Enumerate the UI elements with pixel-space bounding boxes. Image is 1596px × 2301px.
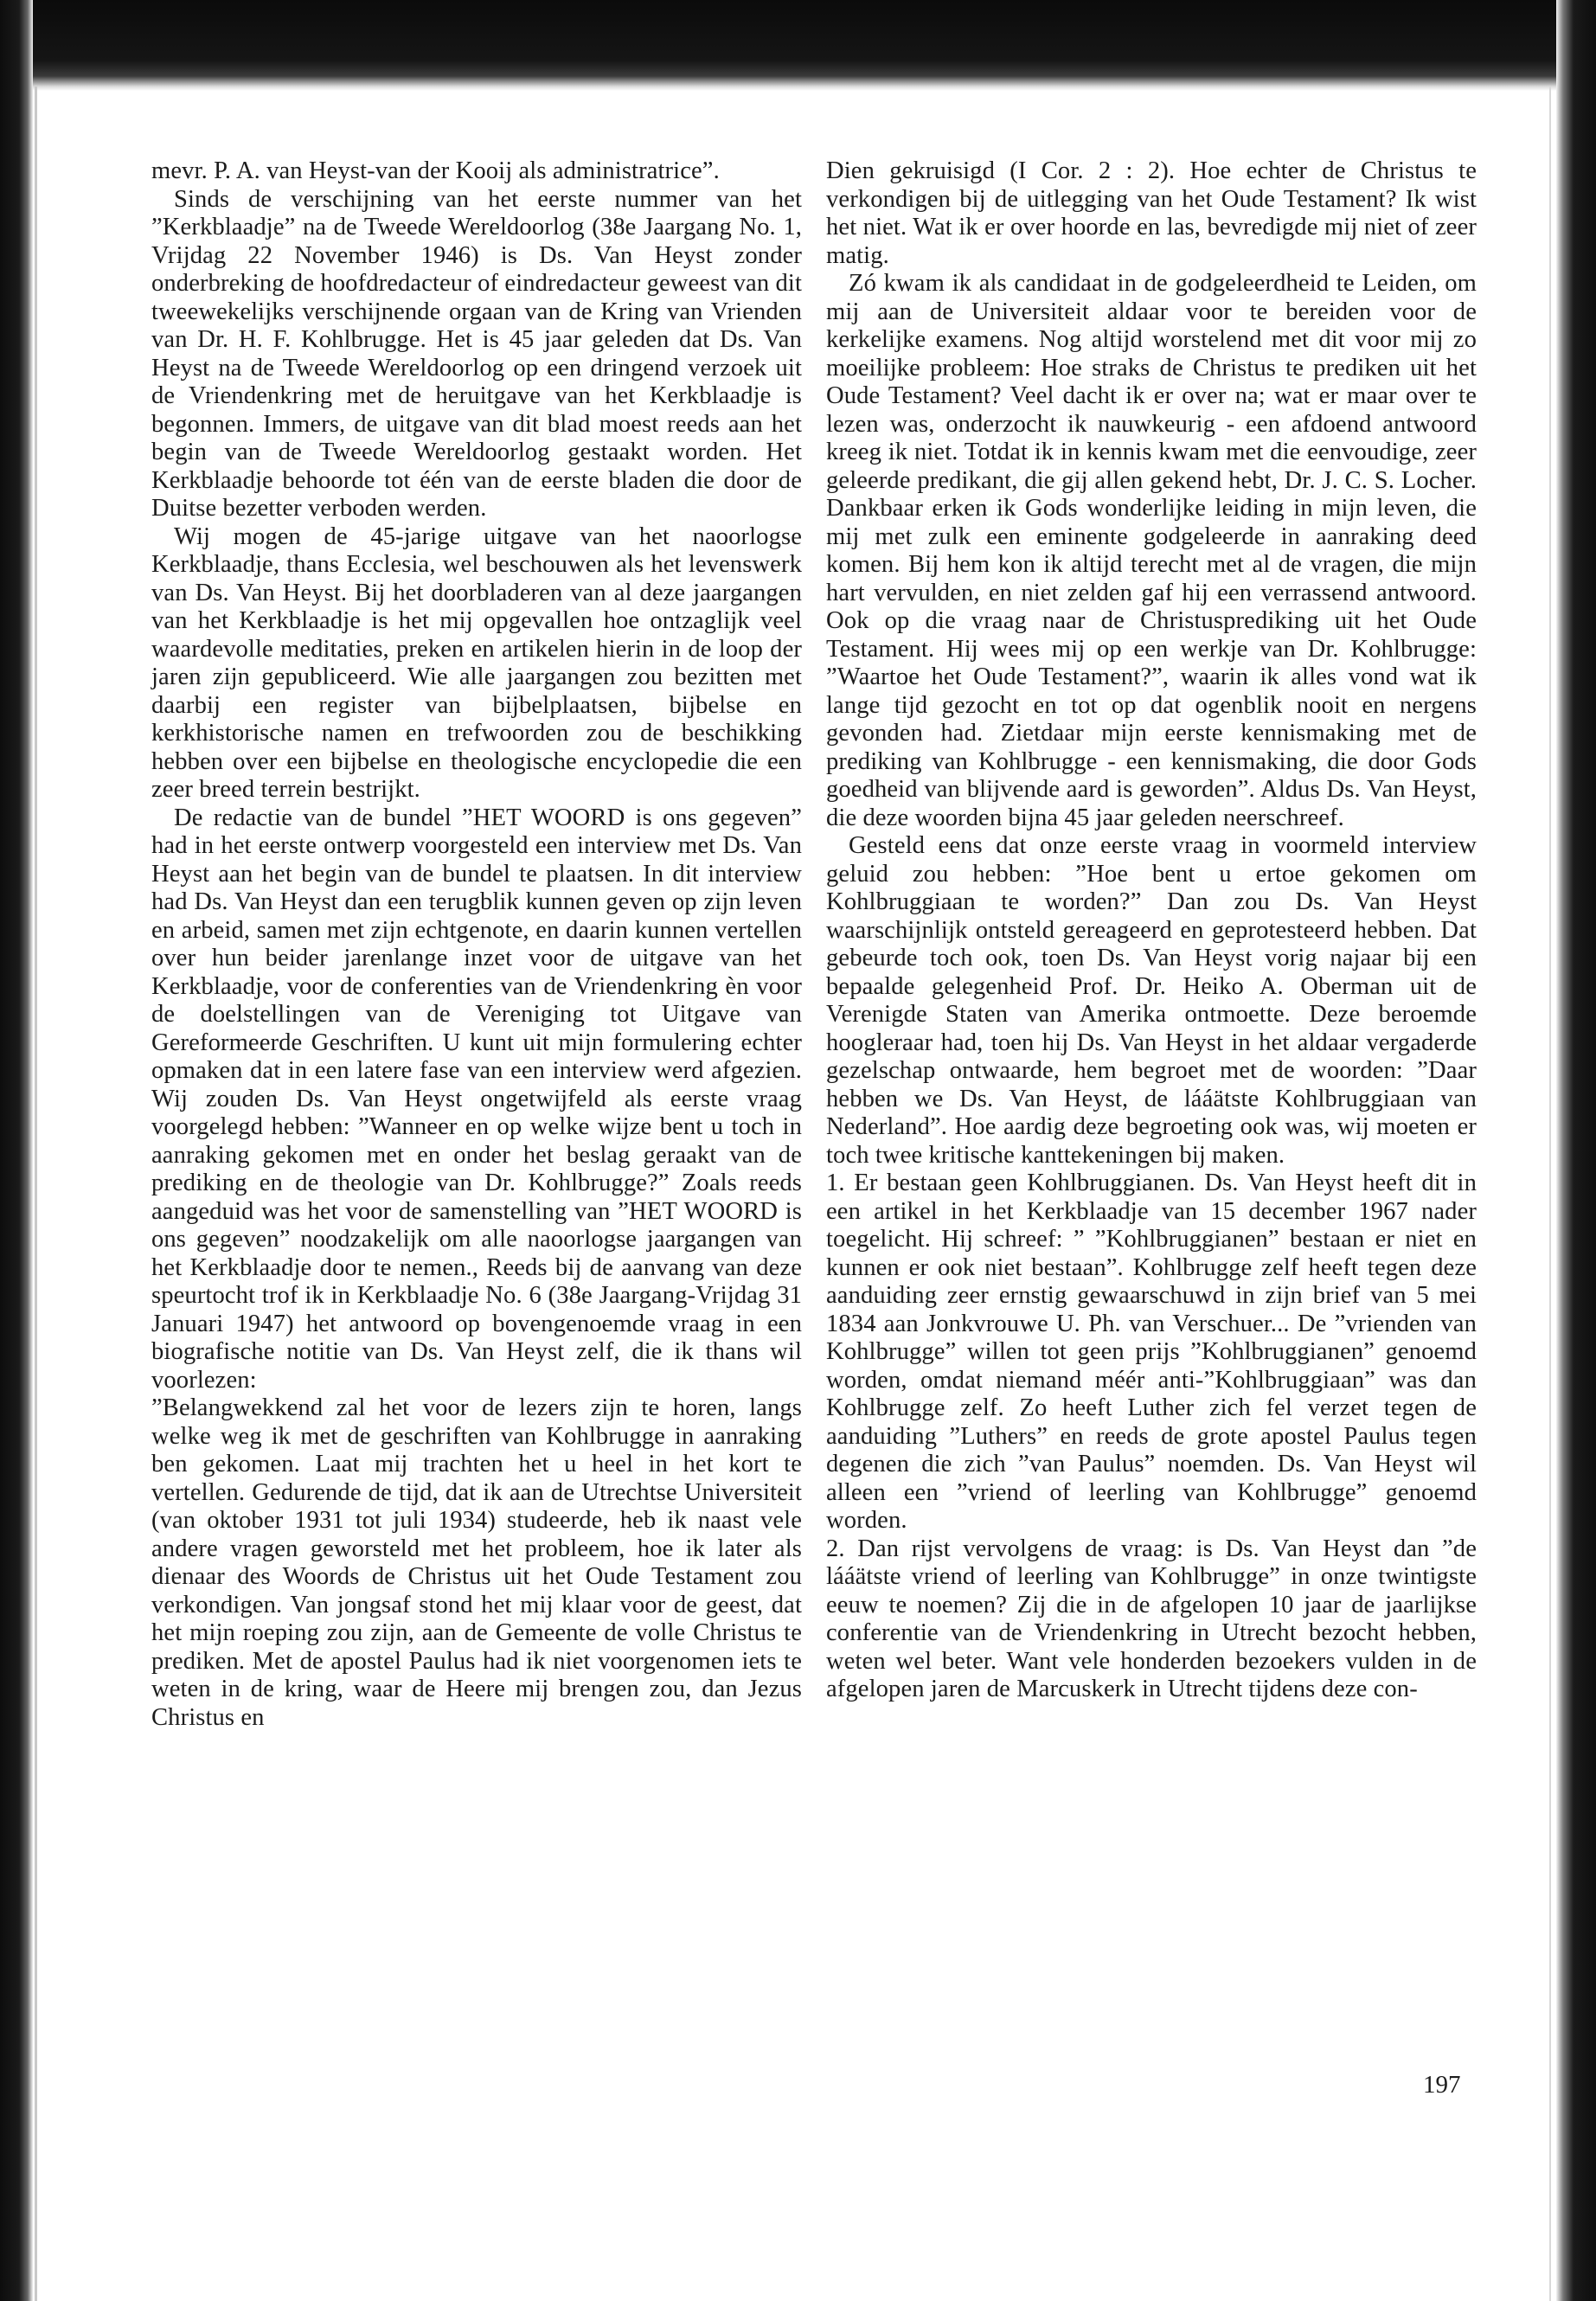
paragraph: Sinds de verschijning van het eerste nummer van het ”Kerkblaadje” na de Tweede Wereldoorlog (38e Jaargang No. 1, Vrijdag 22 November 1946) is Ds. Van Heyst zonder onderbreking de hoofdredacteur of eindredacteur geweest van dit tweewekelijks verschijnende orgaan van de Kring van Vrienden van Dr. H. F. Kohlbrugge. Het is 45 jaar geleden dat Ds. Van Heyst na de Tweede Wereldoorlog op een dringend verzoek uit de Vriendenkring met de heruitgave van het Kerkblaadje is begonnen. Immers, de uitgave van dit blad moest reeds aan het begin van de Tweede Wereldoorlog gestaakt worden. Het Kerkblaadje behoorde tot één van de eerste bladen die door de Duitse bezetter verboden werden. [151,185,802,522]
paragraph: ”Belangwekkend zal het voor de lezers zijn te horen, langs welke weg ik met de geschriften van Kohlbrugge in aanraking ben gekomen. Laat mij trachten het u heel in het kort te vertellen. Gedurende de tijd, dat ik aan de Utrechtse Universiteit (van oktober 1931 tot juli 1934) studeerde, heb ik naast vele andere vragen geworsteld met het probleem, hoe ik later als dienaar des Woords de Christus uit het Oude Testament zou verkondigen. Van jongsaf stond het mij klaar voor de geest, dat het mijn roeping zou zijn, aan de Gemeente de volle Christus te prediken. Met de apostel Paulus had ik niet voorgenomen iets te weten in de kring, waar de Heere mij brengen zou, dan Jezus Christus en [151,1394,802,1731]
paragraph: Gesteld eens dat onze eerste vraag in voormeld interview geluid zou hebben: ”Hoe bent u ertoe gekomen om Kohlbruggiaan te worden?” Dan zou Ds. Van Heyst waarschijnlijk ontsteld gereageerd en geprotesteerd hebben. Dat gebeurde toch ook, toen Ds. Van Heyst vorig najaar bij een bepaalde gelegenheid Prof. Dr. Heiko A. Oberman uit de Verenigde Staten van Amerika ontmoette. Deze beroemde hoogleraar had, toen hij Ds. Van Heyst in het aldaar vergaderde gezelschap ontwaarde, hem begroet met de woorden: ”Daar hebben we Ds. Van Heyst, de lááätste Kohlbruggiaan van Nederland”. Hoe aardig deze begroeting ook was, wij moeten er toch twee kritische kanttekeningen bij maken. [826,832,1477,1169]
scan-top-edge [0,0,1596,91]
scan-right-edge [1556,0,1596,2301]
page-number: 197 [1423,2071,1461,2099]
paragraph: 1. Er bestaan geen Kohlbruggianen. Ds. Van Heyst heeft dit in een artikel in het Kerkblaadje van 15 december 1967 nader toegelicht. Hij schreef: ” ”Kohlbruggianen” bestaan er niet en kunnen er ook niet bestaan”. Kohlbrugge zelf heeft tegen deze aanduiding zeer ernstig gewaarschuwd in zijn brief van 5 mei 1834 aan Jonkvrouwe U. Ph. van Verschuer... De ”vrienden van Kohlbrugge” willen tot geen prijs ”Kohlbruggianen” genoemd worden, omdat niemand méér anti-”Kohlbruggiaan” was dan Kohlbrugge zelf. Zo heeft Luther zich fel verzet tegen de aanduiding ”Luthers” en reeds de grote apostel Paulus tegen degenen die zich ”van Paulus” noemden. Ds. Van Heyst wil alleen een ”vriend of leerling van Kohlbrugge” genoemd worden. [826,1170,1477,1534]
paragraph: 2. Dan rijst vervolgens de vraag: is Ds. Van Heyst dan ”de lááätste vriend of leerling van Kohlbrugge” in onze twintigste eeuw te noemen? Zij die in de afgelopen 10 jaar de jaarlijkse conferentie van de Vriendenkring in Utrecht bezocht hebben, weten wel beter. Want vele honderden bezoekers vulden in de afgelopen jaren de Marcuskerk in Utrecht tijdens deze con- [826,1535,1477,1702]
left-text-column [151,157,802,1732]
paragraph: Zó kwam ik als candidaat in de godgeleerdheid te Leiden, om mij aan de Universiteit aldaar voor te bereiden voor de kerkelijke examens. Nog altijd worstelend met dit voor mij zo moeilijke probleem: Hoe straks de Christus te prediken uit het Oude Testament? Veel dacht ik er over na; wat er maar over te lezen was, onderzocht ik nauwkeurig - een afdoend antwoord kreeg ik niet. Totdat ik in kennis kwam met die eenvoudige, zeer geleerde predikant, die gij allen gekend hebt, Dr. J. C. S. Locher. Dankbaar erken ik Gods wonderlijke leiding in mijn leven, die mij met zulk een eminente godgeleerde in aanraking deed komen. Bij hem kon ik altijd terecht met al de vragen, die mijn hart vervulden, en niet zelden gaf hij een verrassend antwoord. Ook op die vraag naar de Christusprediking uit het Oude Testament. Hij wees mij op een werkje van Dr. Kohlbrugge: ”Waartoe het Oude Testament?”, waarin ik alles vond wat ik lange tijd gezocht en tot op dat ogenblik nooit en nergens gevonden had. Zietdaar mijn eerste kennismaking met de prediking van Kohlbrugge - een kennismaking, die door Gods goedheid van blijvende aard is geworden”. Aldus Ds. Van Heyst, die deze woorden bijna 45 jaar geleden neerschreef. [826,270,1477,831]
paragraph: Dien gekruisigd (I Cor. 2 : 2). Hoe echter de Christus te verkondigen bij de uitlegging van het Oude Testament? Ik wist het niet. Wat ik er over hoorde en las, bevredigde mij niet of zeer matig. [826,157,1477,269]
paragraph: mevr. P. A. van Heyst-van der Kooij als administratrice”. [151,157,720,184]
page-edge-line [1549,87,1551,2301]
scan-left-edge [0,0,33,2301]
paragraph: De redactie van de bundel ”HET WOORD is ons gegeven” had in het eerste ontwerp voorgesteld een interview met Ds. Van Heyst aan het begin van de bundel te plaatsen. In dit interview had Ds. Van Heyst dan een terugblik kunnen geven op zijn leven en arbeid, samen met zijn echtgenote, en daarin kunnen vertellen over hun beider jarenlange inzet voor de uitgave van het Kerkblaadje, voor de conferenties van de Vriendenkring èn voor de doelstellingen van de Vereniging tot Uitgave van Gereformeerde Geschriften. U kunt uit mijn formulering echter opmaken dat in een latere fase van een interview werd afgezien. Wij zouden Ds. Van Heyst ongetwijfeld als eerste vraag voorgelegd hebben: ”Wanneer en op welke wijze bent u toch in aanraking gekomen met en onder het beslag geraakt van de prediking en de theologie van Dr. Kohlbrugge?” Zoals reeds aangeduid was het voor de samenstelling van ”HET WOORD is ons gegeven” noodzakelijk om alle naoorlogse jaargangen van het Kerkblaadje door te nemen., Reeds bij de aanvang van deze speurtocht trof ik in Kerkblaadje No. 6 (38e Jaargang-Vrijdag 31 Januari 1947) het antwoord op bovengenoemde vraag in een biografische notitie van Ds. Van Heyst zelf, die ik thans wil voorlezen: [151,804,802,1394]
right-text-column [826,157,1477,1704]
paragraph: Wij mogen de 45-jarige uitgave van het naoorlogse Kerkblaadje, thans Ecclesia, wel beschouwen als het levenswerk van Ds. Van Heyst. Bij het doorbladeren van al deze jaargangen van het Kerkblaadje is het mij opgevallen hoe ontzaglijk veel waardevolle meditaties, preken en artikelen hierin in de loop der jaren zijn gepubliceerd. Wie alle jaargangen zou bezitten met daarbij een register van bijbelplaatsen, bijbelse en kerkhistorische namen en trefwoorden zou de beschikking hebben over een bijbelse en theologische encyclopedie die een zeer breed terrein bestrijkt. [151,522,802,803]
page-fold-line [35,87,37,2301]
